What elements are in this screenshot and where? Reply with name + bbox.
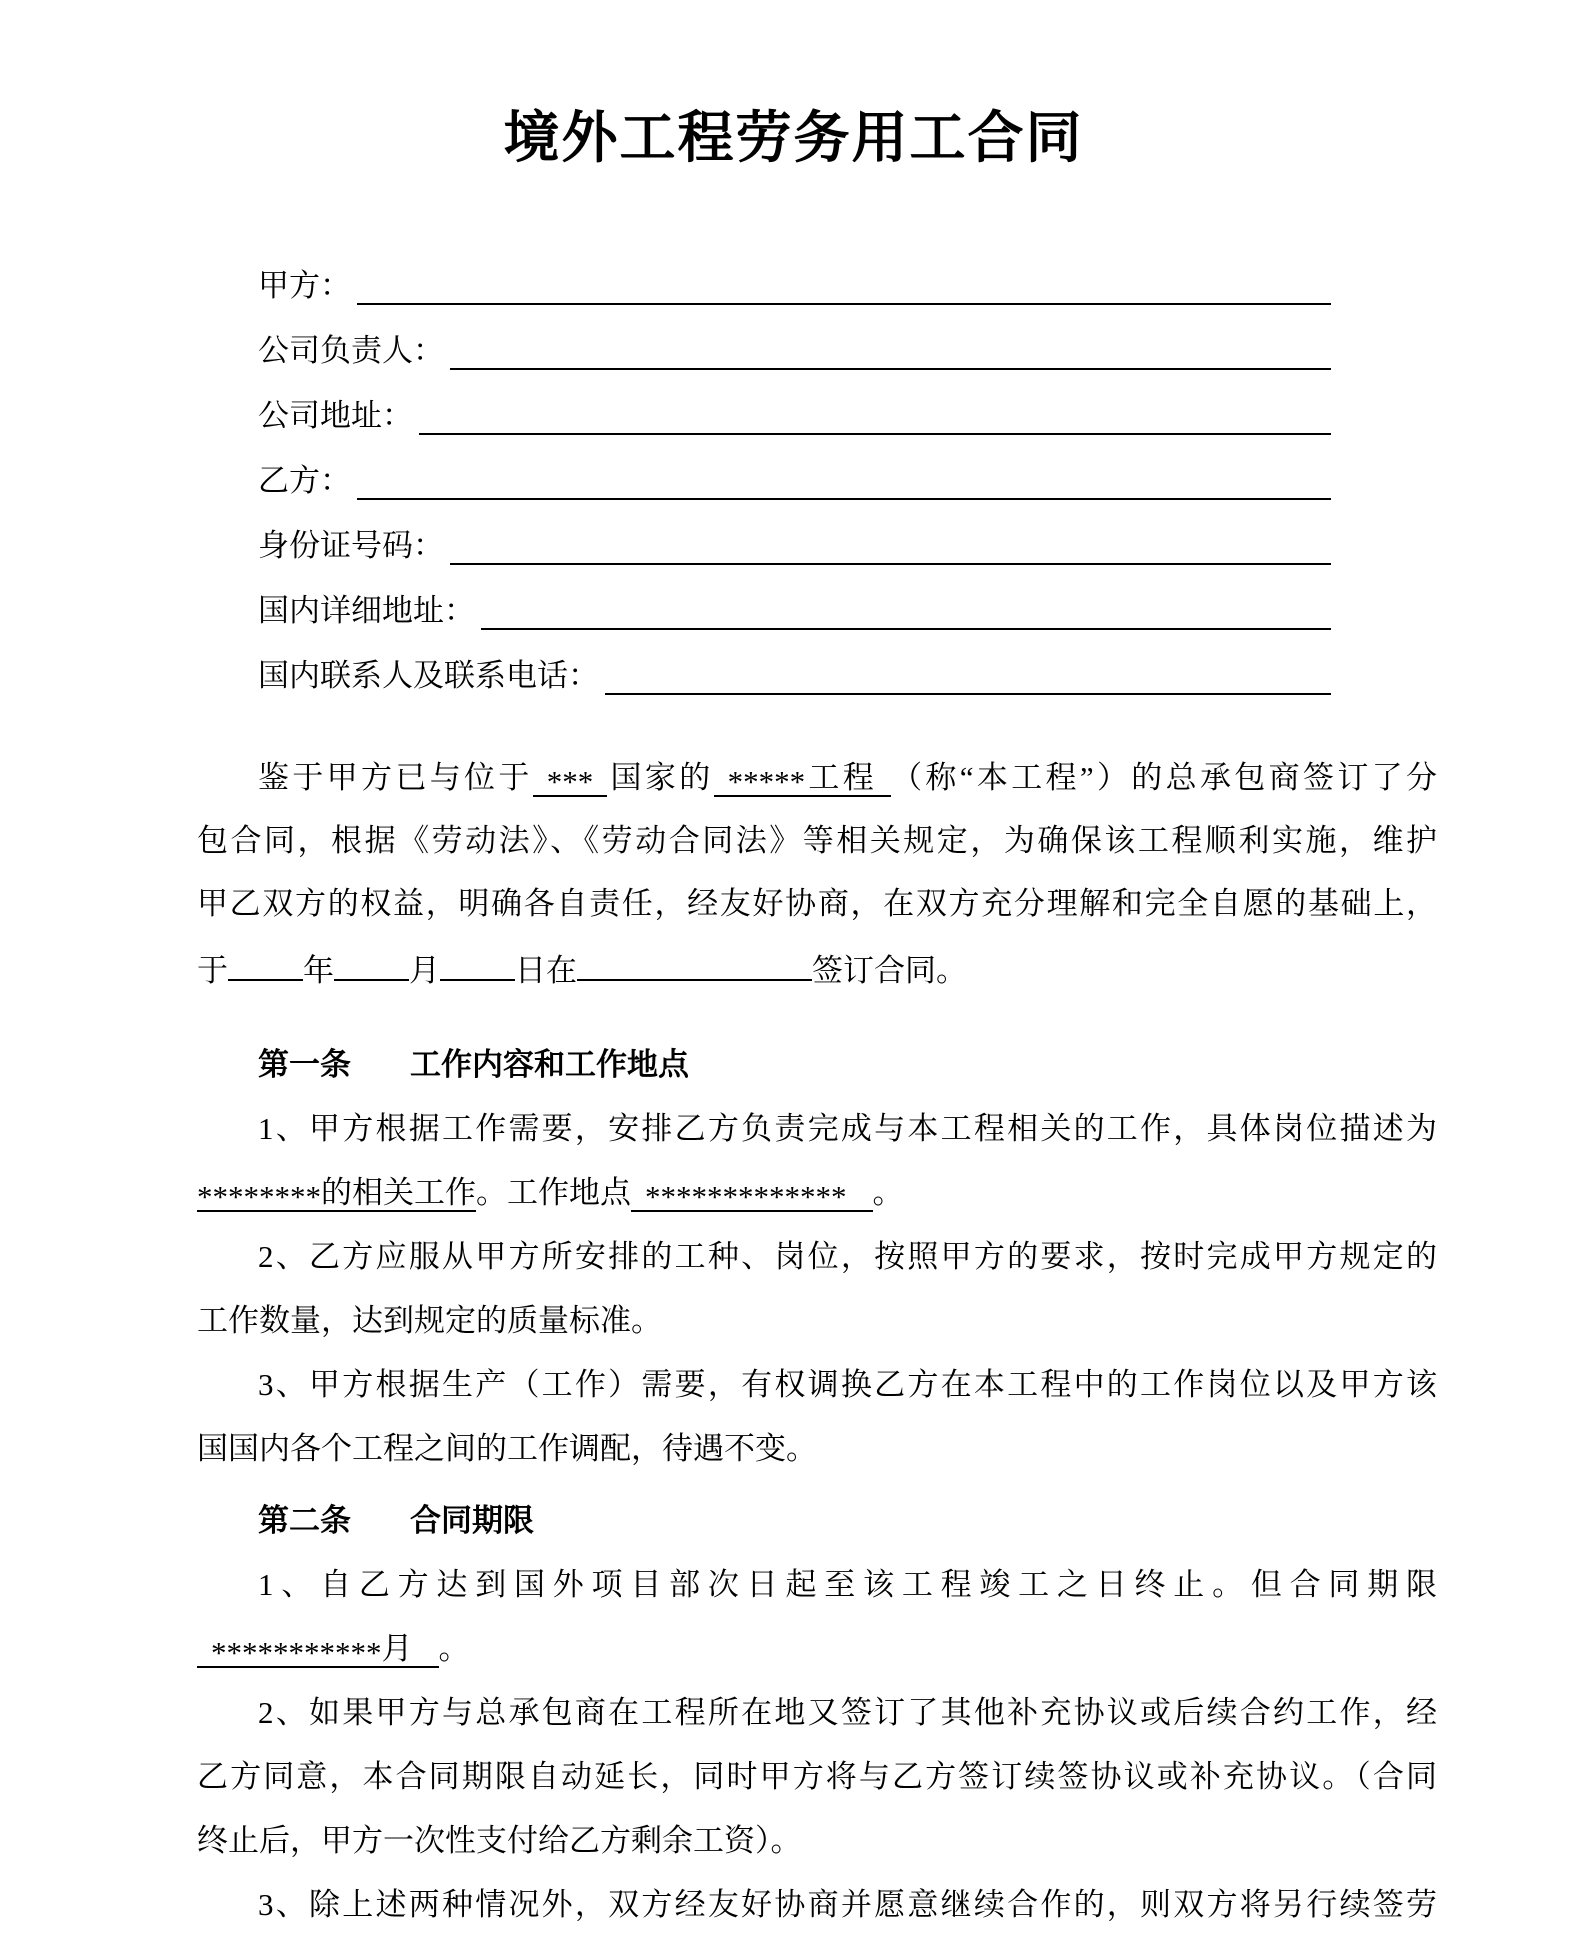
article-2-item-3-line-1: 3、除上述两种情况外，双方经友好协商并愿意继续合作的，则双方将另行续签劳 bbox=[258, 1887, 1437, 1922]
article-1-title: 工作内容和工作地点 bbox=[410, 1047, 689, 1082]
sign-place-blank[interactable] bbox=[577, 935, 812, 981]
work-location-label: 。工作地点 bbox=[476, 1175, 631, 1210]
article-2 bbox=[197, 1489, 1437, 1937]
article-1-item-1-line-2 bbox=[197, 1161, 1437, 1225]
sign-day-label: 日在 bbox=[515, 953, 577, 988]
party-b-blank[interactable] bbox=[357, 448, 1331, 500]
article-2-heading bbox=[197, 1489, 1437, 1553]
domestic-contact-blank[interactable] bbox=[605, 643, 1331, 695]
domestic-address-blank[interactable] bbox=[481, 578, 1331, 630]
company-address-blank[interactable] bbox=[419, 383, 1331, 435]
job-description-blank[interactable] bbox=[197, 1175, 476, 1212]
sign-month-label: 月 bbox=[409, 953, 440, 988]
party-b-label: 乙方： bbox=[258, 463, 351, 498]
intro-line-2: 包合同，根据《劳动法》、《劳动合同法》等相关规定，为确保该工程顺利实施，维护 bbox=[197, 823, 1437, 858]
field-row-domestic-contact bbox=[197, 643, 1331, 708]
intro-line-1-post: （称“本工程”）的总承包商签订了分 bbox=[891, 760, 1437, 795]
field-row-company-manager bbox=[197, 318, 1331, 383]
job-description-text: 的相关工作 bbox=[321, 1175, 476, 1210]
party-a-label: 甲方： bbox=[258, 268, 351, 303]
sign-month-blank[interactable] bbox=[334, 935, 409, 981]
job-description-asterisks: ******** bbox=[197, 1179, 321, 1214]
field-row-company-address bbox=[197, 383, 1331, 448]
sign-date-prefix: 于 bbox=[197, 953, 228, 988]
intro-line-4 bbox=[197, 935, 1437, 998]
id-number-blank[interactable] bbox=[450, 513, 1331, 565]
domestic-address-label: 国内详细地址： bbox=[258, 593, 475, 628]
party-a-blank[interactable] bbox=[357, 253, 1331, 305]
article-2-item-2-line-2: 乙方同意，本合同期限自动延长，同时甲方将与乙方签订续签协议或补充协议。（合同 bbox=[197, 1759, 1437, 1794]
company-manager-label: 公司负责人： bbox=[258, 333, 444, 368]
article-1 bbox=[197, 1033, 1437, 1481]
intro-line-3: 甲乙双方的权益，明确各自责任，经友好协商，在双方充分理解和完全自愿的基础上， bbox=[197, 886, 1437, 921]
article-1-number: 第一条 bbox=[258, 1047, 351, 1082]
work-location-blank[interactable] bbox=[631, 1175, 873, 1212]
party-info-fields bbox=[197, 253, 1331, 708]
article-2-item-1-line-2 bbox=[197, 1617, 1437, 1681]
country-asterisks: *** bbox=[546, 764, 594, 799]
project-asterisks: ***** bbox=[727, 764, 806, 799]
company-manager-blank[interactable] bbox=[450, 318, 1331, 370]
work-location-asterisks: ************* bbox=[645, 1179, 847, 1214]
page-title: 境外工程劳务用工合同 bbox=[503, 108, 1084, 170]
article-1-item-3-line-2: 国国内各个工程之间的工作调配，待遇不变。 bbox=[197, 1431, 817, 1466]
article-1-item-3-line-1: 3、甲方根据生产（工作）需要，有权调换乙方在本工程中的工作岗位以及甲方该 bbox=[258, 1367, 1437, 1402]
field-row-domestic-address bbox=[197, 578, 1331, 643]
article-2-title: 合同期限 bbox=[410, 1503, 534, 1538]
contract-term-month: 月 bbox=[381, 1631, 413, 1666]
field-row-party-a bbox=[197, 253, 1331, 318]
work-location-period: 。 bbox=[872, 1175, 904, 1210]
article-1-heading bbox=[197, 1033, 1437, 1097]
sign-day-blank[interactable] bbox=[440, 935, 515, 981]
intro-line-1 bbox=[197, 746, 1437, 809]
contract-term-period: 。 bbox=[438, 1631, 470, 1666]
field-row-party-b bbox=[197, 448, 1331, 513]
article-2-number: 第二条 bbox=[258, 1503, 351, 1538]
contract-term-asterisks: *********** bbox=[211, 1635, 382, 1670]
domestic-contact-label: 国内联系人及联系电话： bbox=[258, 658, 599, 693]
sign-year-blank[interactable] bbox=[228, 935, 303, 981]
intro-paragraph bbox=[197, 746, 1437, 998]
article-1-item-2-line-1: 2、乙方应服从甲方所安排的工种、岗位，按照甲方的要求，按时完成甲方规定的 bbox=[258, 1239, 1437, 1274]
article-2-item-2-line-1: 2、如果甲方与总承包商在工程所在地又签订了其他补充协议或后续合约工作，经 bbox=[258, 1695, 1437, 1730]
id-number-label: 身份证号码： bbox=[258, 528, 444, 563]
article-2-item-1-line-1: 1、自乙方达到国外项目部次日起至该工程竣工之日终止。但合同期限 bbox=[258, 1567, 1437, 1602]
article-1-item-1-line-1: 1、甲方根据工作需要，安排乙方负责完成与本工程相关的工作，具体岗位描述为 bbox=[258, 1111, 1437, 1146]
article-2-item-2-line-3: 终止后，甲方一次性支付给乙方剩余工资）。 bbox=[197, 1823, 802, 1858]
company-address-label: 公司地址： bbox=[258, 398, 413, 433]
field-row-id-number bbox=[197, 513, 1331, 578]
article-1-item-2-line-2: 工作数量，达到规定的质量标准。 bbox=[197, 1303, 662, 1338]
project-word: 工程 bbox=[805, 760, 878, 795]
sign-year-label: 年 bbox=[303, 953, 334, 988]
country-blank[interactable] bbox=[533, 760, 608, 797]
project-blank[interactable] bbox=[714, 760, 892, 797]
intro-line-1-mid: 国家的 bbox=[607, 760, 714, 795]
contract-term-blank[interactable] bbox=[197, 1631, 439, 1668]
intro-line-1-pre: 鉴于甲方已与位于 bbox=[258, 760, 533, 795]
sign-suffix: 签订合同。 bbox=[812, 953, 967, 988]
